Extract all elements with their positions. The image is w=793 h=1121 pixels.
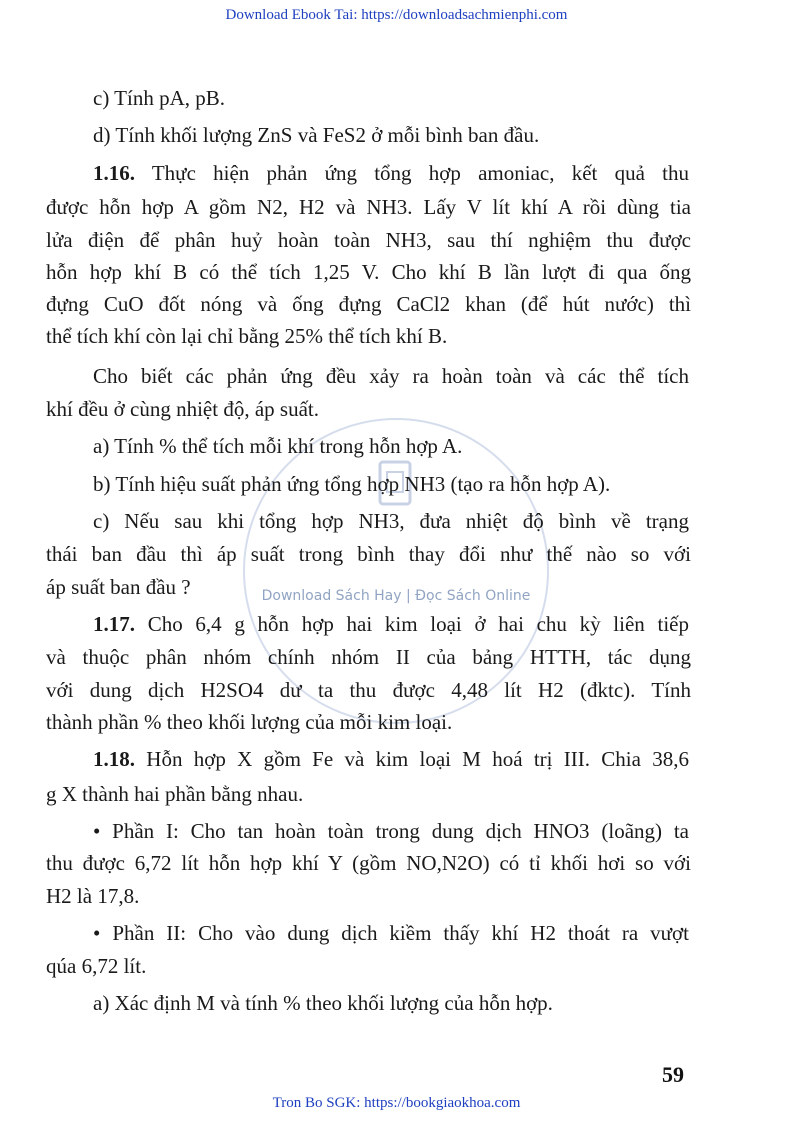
text-line: d) Tính khối lượng ZnS và FeS2 ở mỗi bình ban đầu.	[93, 123, 540, 147]
text-line: c) Tính pA, pB.	[93, 86, 226, 110]
text-line: hỗn hợp khí B có thể tích 1,25 V. Cho khí B lần lượt đi qua ống	[46, 260, 691, 284]
text-line: thái ban đầu thì áp suất trong bình thay đổi như thế nào so với	[46, 542, 691, 566]
text-line: với dung dịch H2SO4 dư ta thu được 4,48 lít H2 (đktc). Tính	[46, 678, 691, 702]
text-line: được hỗn hợp A gồm N2, H2 và NH3. Lấy V lít khí A rồi dùng tia	[46, 195, 691, 219]
text-line: H2 là 17,8.	[46, 884, 140, 908]
text-line: • Phần I: Cho tan hoàn toàn trong dung dịch HNO3 (loãng) ta	[93, 819, 689, 843]
text-line: lửa điện để phân huỷ hoàn toàn NH3, sau thí nghiệm thu được	[46, 228, 691, 252]
page-number: 59	[662, 1062, 684, 1087]
text-line: • Phần II: Cho vào dung dịch kiềm thấy khí H2 thoát ra vượt	[93, 921, 689, 945]
watermark-caption: Download Sách Hay | Đọc Sách Online	[261, 588, 531, 604]
text-line: a) Xác định M và tính % theo khối lượng của hỗn hợp.	[93, 991, 553, 1015]
text-line: và thuộc phân nhóm chính nhóm II của bảng HTTH, tác dụng	[46, 645, 691, 669]
problem-number: 1.17.	[93, 612, 135, 636]
problem-1-16-heading: 1.16. Thực hiện phản ứng tổng hợp amoniac, kết quả thu	[93, 161, 689, 185]
text-line: qúa 6,72 lít.	[46, 954, 147, 978]
problem-number: 1.18.	[93, 747, 135, 771]
text-line: thành phần % theo khối lượng của mỗi kim loại.	[46, 710, 453, 734]
footer-download-banner[interactable]: Tron Bo SGK: https://bookgiaokhoa.com	[272, 1095, 521, 1111]
text-line: g X thành hai phần bằng nhau.	[46, 782, 304, 806]
text-line: Cho biết các phản ứng đều xảy ra hoàn toàn và các thể tích	[93, 364, 689, 388]
text-line: thể tích khí còn lại chỉ bằng 25% thể tích khí B.	[46, 324, 448, 348]
text-line: a) Tính % thể tích mỗi khí trong hỗn hợp A.	[93, 434, 463, 458]
problem-1-17-heading: 1.17. Cho 6,4 g hỗn hợp hai kim loại ở hai chu kỳ liên tiếp	[93, 612, 689, 636]
problem-number: 1.16.	[93, 161, 135, 185]
text-line: thu được 6,72 lít hỗn hợp khí Y (gồm NO,N2O) có tỉ khối hơi so với	[46, 851, 691, 875]
text-line: áp suất ban đầu ?	[46, 575, 191, 599]
text-line: c) Nếu sau khi tổng hợp NH3, đưa nhiệt độ bình về trạng	[93, 509, 689, 533]
header-download-banner[interactable]: Download Ebook Tai: https://downloadsachmienphi.com	[225, 7, 568, 23]
text-line: b) Tính hiệu suất phản ứng tổng hợp NH3 (tạo ra hỗn hợp A).	[93, 472, 611, 496]
text-line: khí đều ở cùng nhiệt độ, áp suất.	[46, 397, 319, 421]
problem-1-18-heading: 1.18. Hỗn hợp X gồm Fe và kim loại M hoá trị III. Chia 38,6	[93, 747, 689, 771]
text-line: đựng CuO đốt nóng và ống đựng CaCl2 khan (để hút nước) thì	[46, 292, 691, 316]
